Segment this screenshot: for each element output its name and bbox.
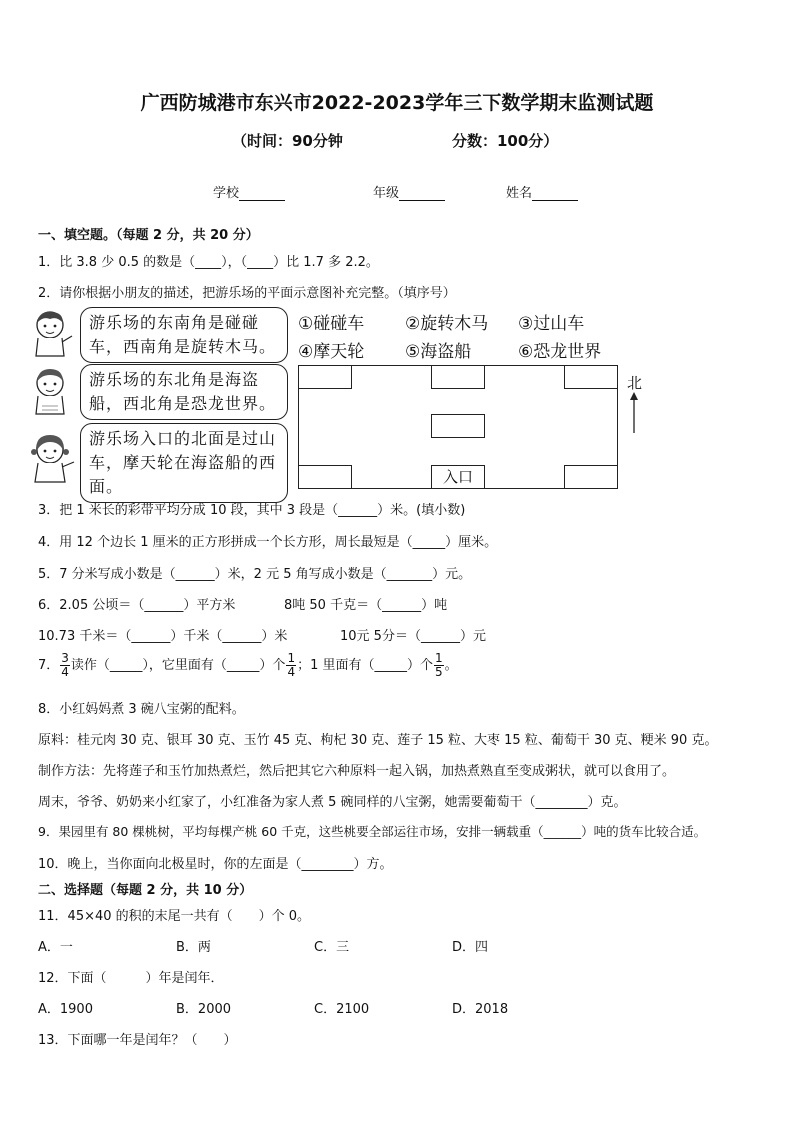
speech-bubble-1: 游乐场的东南角是碰碰车，西南角是旋转木马。 xyxy=(80,307,288,363)
question-11: 11．45×40 的积的末尾一共有（ ）个 0。 xyxy=(38,909,311,924)
time-label: （时间：90分钟 xyxy=(232,132,343,150)
question-6d: 10元 5分＝（______）元 xyxy=(340,629,486,644)
fraction-denominator: 4 xyxy=(61,665,69,679)
name-label: 姓名 xyxy=(506,186,533,201)
grade-blank[interactable] xyxy=(399,188,445,201)
page-title: 广西防城港市东兴市2022-2023学年三下数学期末监测试题 xyxy=(140,92,654,114)
q12-option-c[interactable]: C．2100 xyxy=(314,1002,370,1017)
q8-ingredients: 原料：桂元肉 30 克、银耳 30 克、玉竹 45 克、枸杞 30 克、莲子 15 粒、大枣 15 粒、葡萄干 30 克、粳米 90 克。 xyxy=(38,733,718,748)
score-label: 分数：100分） xyxy=(452,132,559,150)
question-8: 8．小红妈妈煮 3 碗八宝粥的配料。 xyxy=(38,702,245,717)
q8-method: 制作方法：先将莲子和玉竹加热煮烂，然后把其它六种原料一起入锅，加热煮熟直至变成粥状，就可以食用了。 xyxy=(38,764,676,779)
option-1: ①碰碰车 xyxy=(298,314,365,334)
q12-option-d[interactable]: D．2018 xyxy=(452,1002,509,1017)
map-entrance: 入口 xyxy=(431,465,485,489)
grade-field[interactable] xyxy=(373,182,445,201)
q7-text-1: 读作（_____），它里面有（_____）个 xyxy=(70,658,286,673)
question-5: 5．7 分米写成小数是（______）米，2 元 5 角写成小数是（_______）元。 xyxy=(38,567,472,582)
fraction-numerator: 1 xyxy=(287,651,296,665)
question-13: 13．下面哪一年是闰年？（ ） xyxy=(38,1033,237,1048)
question-6a: 6．2.05 公顷＝（______）平方米 xyxy=(38,598,236,613)
q7-end: 。 xyxy=(444,658,458,673)
boy-2-icon xyxy=(30,366,74,416)
north-label: 北 xyxy=(627,374,643,392)
question-3: 3．把 1 米长的彩带平均分成 10 段，其中 3 段是（______）米。(填小数) xyxy=(38,503,466,518)
question-6b: 8吨 50 千克＝（______）吨 xyxy=(284,598,448,613)
option-5: ⑤海盗船 xyxy=(405,342,472,362)
grade-label: 年级 xyxy=(373,186,400,201)
name-blank[interactable] xyxy=(532,188,578,201)
question-1: 1．比 3.8 少 0.5 的数是（____），（____）比 1.7 多 2.2。 xyxy=(38,255,379,270)
question-12: 12．下面（ ）年是闰年． xyxy=(38,971,224,986)
map-slot-northeast[interactable] xyxy=(564,365,618,389)
q7-text-2: ；1 里面有（_____）个 xyxy=(297,658,433,673)
section-fill-in: 一、填空题。（每题 2 分，共 20 分） xyxy=(38,228,259,243)
north-arrow-icon xyxy=(628,390,640,434)
name-field[interactable] xyxy=(506,182,578,201)
question-4: 4．用 12 个边长 1 厘米的正方形拼成一个长方形，周长最短是（_____）厘米。 xyxy=(38,535,498,550)
fraction-denominator: 5 xyxy=(434,665,443,679)
fraction-1-5 xyxy=(434,652,444,679)
map-slot-center[interactable] xyxy=(431,414,485,438)
map-slot-northwest[interactable] xyxy=(298,365,352,389)
fraction-numerator: 3 xyxy=(61,651,69,665)
school-label: 学校 xyxy=(213,186,240,201)
option-2: ②旋转木马 xyxy=(405,314,489,334)
q11-option-b[interactable]: B．两 xyxy=(176,940,211,955)
option-4: ④摩天轮 xyxy=(298,342,365,362)
question-2: 2．请你根据小朋友的描述，把游乐场的平面示意图补充完整。（填序号） xyxy=(38,286,456,301)
speech-bubble-3: 游乐场入口的北面是过山车，摩天轮在海盗船的西面。 xyxy=(80,423,288,503)
q12-option-b[interactable]: B．2000 xyxy=(176,1002,232,1017)
map-slot-north[interactable] xyxy=(431,365,485,389)
question-6c: 10.73 千米＝（______）千米（______）米 xyxy=(38,629,288,644)
school-blank[interactable] xyxy=(239,188,285,201)
map-slot-southwest[interactable] xyxy=(298,465,352,489)
section-multiple-choice: 二、选择题（每题 2 分，共 10 分） xyxy=(38,883,253,898)
map-slot-southeast[interactable] xyxy=(564,465,618,489)
option-6: ⑥恐龙世界 xyxy=(518,342,602,362)
boy-1-icon xyxy=(30,308,74,358)
question-10: 10．晚上，当你面向北极星时，你的左面是（________）方。 xyxy=(38,857,393,872)
question-9: 9．果园里有 80 棵桃树，平均每棵产桃 60 千克，这些桃要全部运往市场，安排一辆载重（______）吨的货车比较合适。 xyxy=(38,824,707,839)
q8-question: 周末，爷爷、奶奶来小红家了，小红准备为家人煮 5 碗同样的八宝粥，她需要葡萄干（________）克。 xyxy=(38,795,627,810)
question-7 xyxy=(38,652,458,680)
option-3: ③过山车 xyxy=(518,314,585,334)
q12-option-a[interactable]: A．1900 xyxy=(38,1002,93,1017)
girl-icon xyxy=(30,432,76,484)
fraction-3-4 xyxy=(60,652,70,679)
fraction-1-4 xyxy=(286,652,296,679)
school-field[interactable] xyxy=(213,182,285,201)
q11-option-a[interactable]: A．一 xyxy=(38,940,73,955)
q11-option-d[interactable]: D．四 xyxy=(452,940,489,955)
fraction-denominator: 4 xyxy=(287,665,296,679)
fraction-numerator: 1 xyxy=(434,651,443,665)
q11-option-c[interactable]: C．三 xyxy=(314,940,350,955)
q7-prefix: 7． xyxy=(38,658,60,673)
speech-bubble-2: 游乐场的东北角是海盗船，西北角是恐龙世界。 xyxy=(80,364,288,420)
